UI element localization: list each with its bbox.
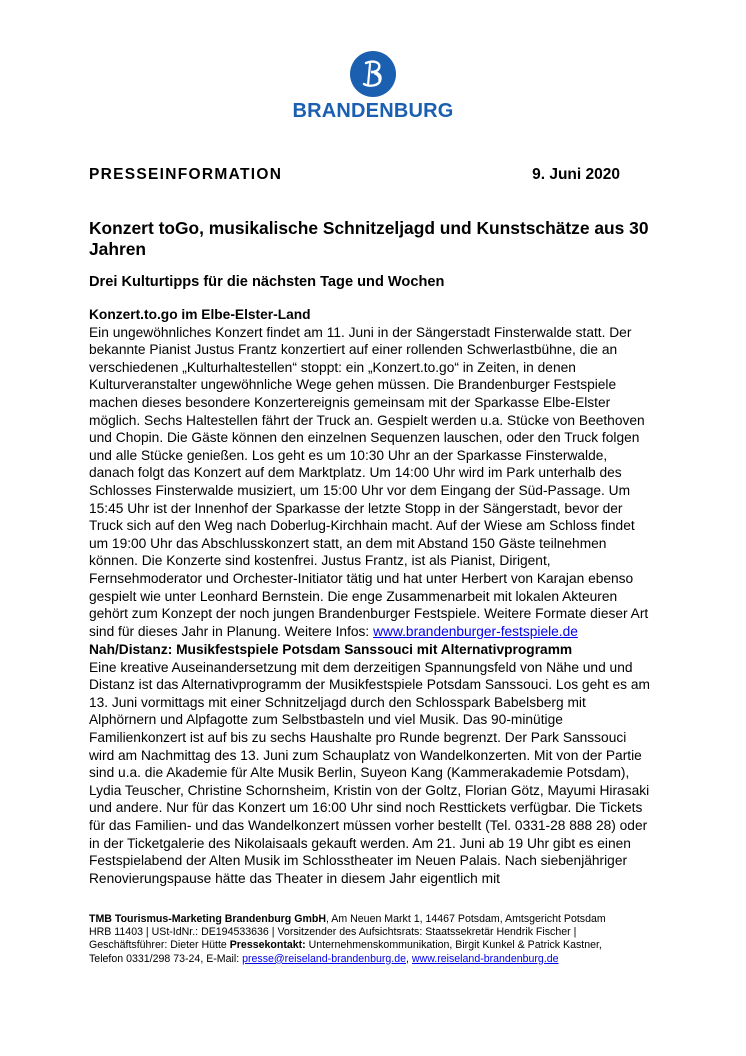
- brandenburg-b-emblem-icon: [349, 50, 397, 98]
- press-label: PRESSEINFORMATION: [89, 166, 283, 183]
- section-title: Konzert.to.go im Elbe-Elster-Land: [89, 307, 311, 322]
- press-date: 9. Juni 2020: [532, 166, 620, 183]
- section-konzert-to-go: [89, 306, 655, 640]
- footer-contact-label: Pressekontakt:: [229, 939, 306, 952]
- section-body: Eine kreative Auseinandersetzung mit dem derzeitigen Spannungsfeld von Nähe und und Distanz ist das Alternativprogramm der Musikfestspiele Potsdam Sanssouci. Los geht es am 13. Juni vormittags mit einer Schnitzeljagd durch den Schlosspark Babelsberg mit Alphörnern und Alpfagotte zum Selbstbasteln und viel Musik. Das 90-minütige Familienkonzert ist auf bis zu sechs Haushalte pro Runde begrenzt. Der Park Sanssouci wird am Nachmittag des 13. Juni zum Schauplatz von Wandelkonzerten. Mit von der Partie sind u.a. die Akademie für Alte Musik Berlin, Suyeon Kang (Kammerakademie Potsdam), Lydia Teuscher, Christine Schornsheim, Kristin von der Goltz, Florian Götz, Mayumi Hirasaki und andere. Nur für das Konzert um 16:00 Uhr sind noch Resttickets verfügbar. Die Tickets für das Familien- und das Wandelkonzert müssen vorher bestellt (Tel. 0331-28 888 28) oder in der Ticketgalerie des Nikolaisaals gekauft werden. Am 21. Juni ab 19 Uhr gibt es einen Festspielabend der Alten Musik im Schlosstheater im Neuen Palais. Nach siebenjähriger Renovierungspause hätte das Theater in diesem Jahr eigentlich mit: [89, 659, 650, 886]
- document-title: Konzert toGo, musikalische Schnitzeljagd und Kunstschätze aus 30 Jahren: [89, 218, 649, 259]
- document-subtitle: Drei Kulturtipps für die nächsten Tage und Wochen: [89, 274, 445, 290]
- section-body: [89, 324, 655, 641]
- festspiele-link[interactable]: www.brandenburger-festspiele.de: [373, 623, 578, 639]
- brand-logo: [0, 50, 746, 123]
- website-link[interactable]: www.reiseland-brandenburg.de: [411, 952, 559, 965]
- email-link[interactable]: presse@reiseland-brandenburg.de: [242, 952, 407, 965]
- section-body-text: Ein ungewöhnliches Konzert findet am 11. Juni in der Sängerstadt Finsterwalde statt. Der bekannte Pianist Justus Frantz konzertiert auf einer rollenden Schwerlastbühne, die an verschiedenen „Kulturhaltestellen“ stoppt: ein „Konzert.to.go“ in Zeiten, in denen Kulturveranstalter ungewöhnliche Wege gehen müssen. Die Brandenburger Festspiele machen dieses besondere Konzertereignis gemeinsam mit der Sparkasse Elbe-Elster möglich. Sechs Haltestellen fährt der Truck an. Gespielt werden u.a. Stücke von Beethoven und Chopin. Die Gäste können den einzelnen Sequenzen lauschen, oder den Truck folgen und alle Stücke genießen. Los geht es um 10:30 Uhr an der Sparkasse Finsterwalde, danach folgt das Konzert auf dem Marktplatz. Um 14:00 Uhr wird im Park unterhalb des Schlosses Finsterwalde musiziert, um 15:00 Uhr vor dem Eingang der Süd-Passage. Um 15:45 Uhr ist der Innenhof der Sparkasse der letzte Stopp in der Sängerstadt, bevor der Truck sich auf den Weg nach Doberlug-Kirchhain macht. Auf der Wiese am Schloss findet um 19:00 Uhr das Abschlusskonzert statt, an dem mit Abstand 150 Gäste teilnehmen können. Die Konzerte sind kostenfrei. Justus Frantz, ist als Pianist, Dirigent, Fernsehmoderator und Orchester-Initiator tätig und hat unter Herbert von Karajan ebenso gespielt wie unter Leonhard Bernstein. Die enge Zusammenarbeit mit lokalen Akteuren gehört zum Konzept der noch jungen Brandenburger Festspiele. Weitere Formate dieser Art sind für dieses Jahr in Planung. Weitere Infos:: [89, 324, 649, 639]
- footer-company-info: , Am Neuen Markt 1, 14467 Potsdam, Amtsgericht Potsdam HRB 11403 | USt-IdNr.: DE194533636 | Vorsitzender des Aufsichtsrats: Staatssekretär Hendrik Fischer | Geschäftsführer: Dieter Hütte: [89, 913, 606, 952]
- section-musikfestspiele: [89, 641, 655, 887]
- footer-contact-info: Unternehmenskommunikation, Birgit Kunkel & Patrick Kastner, Telefon 0331/298 73-24, E-Mail:: [89, 939, 602, 965]
- section-title: Nah/Distanz: Musikfestspiele Potsdam Sanssouci mit Alternativprogramm: [89, 642, 573, 657]
- footer: [89, 913, 629, 966]
- footer-separator: ,: [406, 952, 412, 965]
- brand-wordmark: BRANDENBURG: [292, 100, 454, 122]
- press-header: [89, 166, 620, 184]
- footer-company: TMB Tourismus-Marketing Brandenburg GmbH: [89, 913, 326, 925]
